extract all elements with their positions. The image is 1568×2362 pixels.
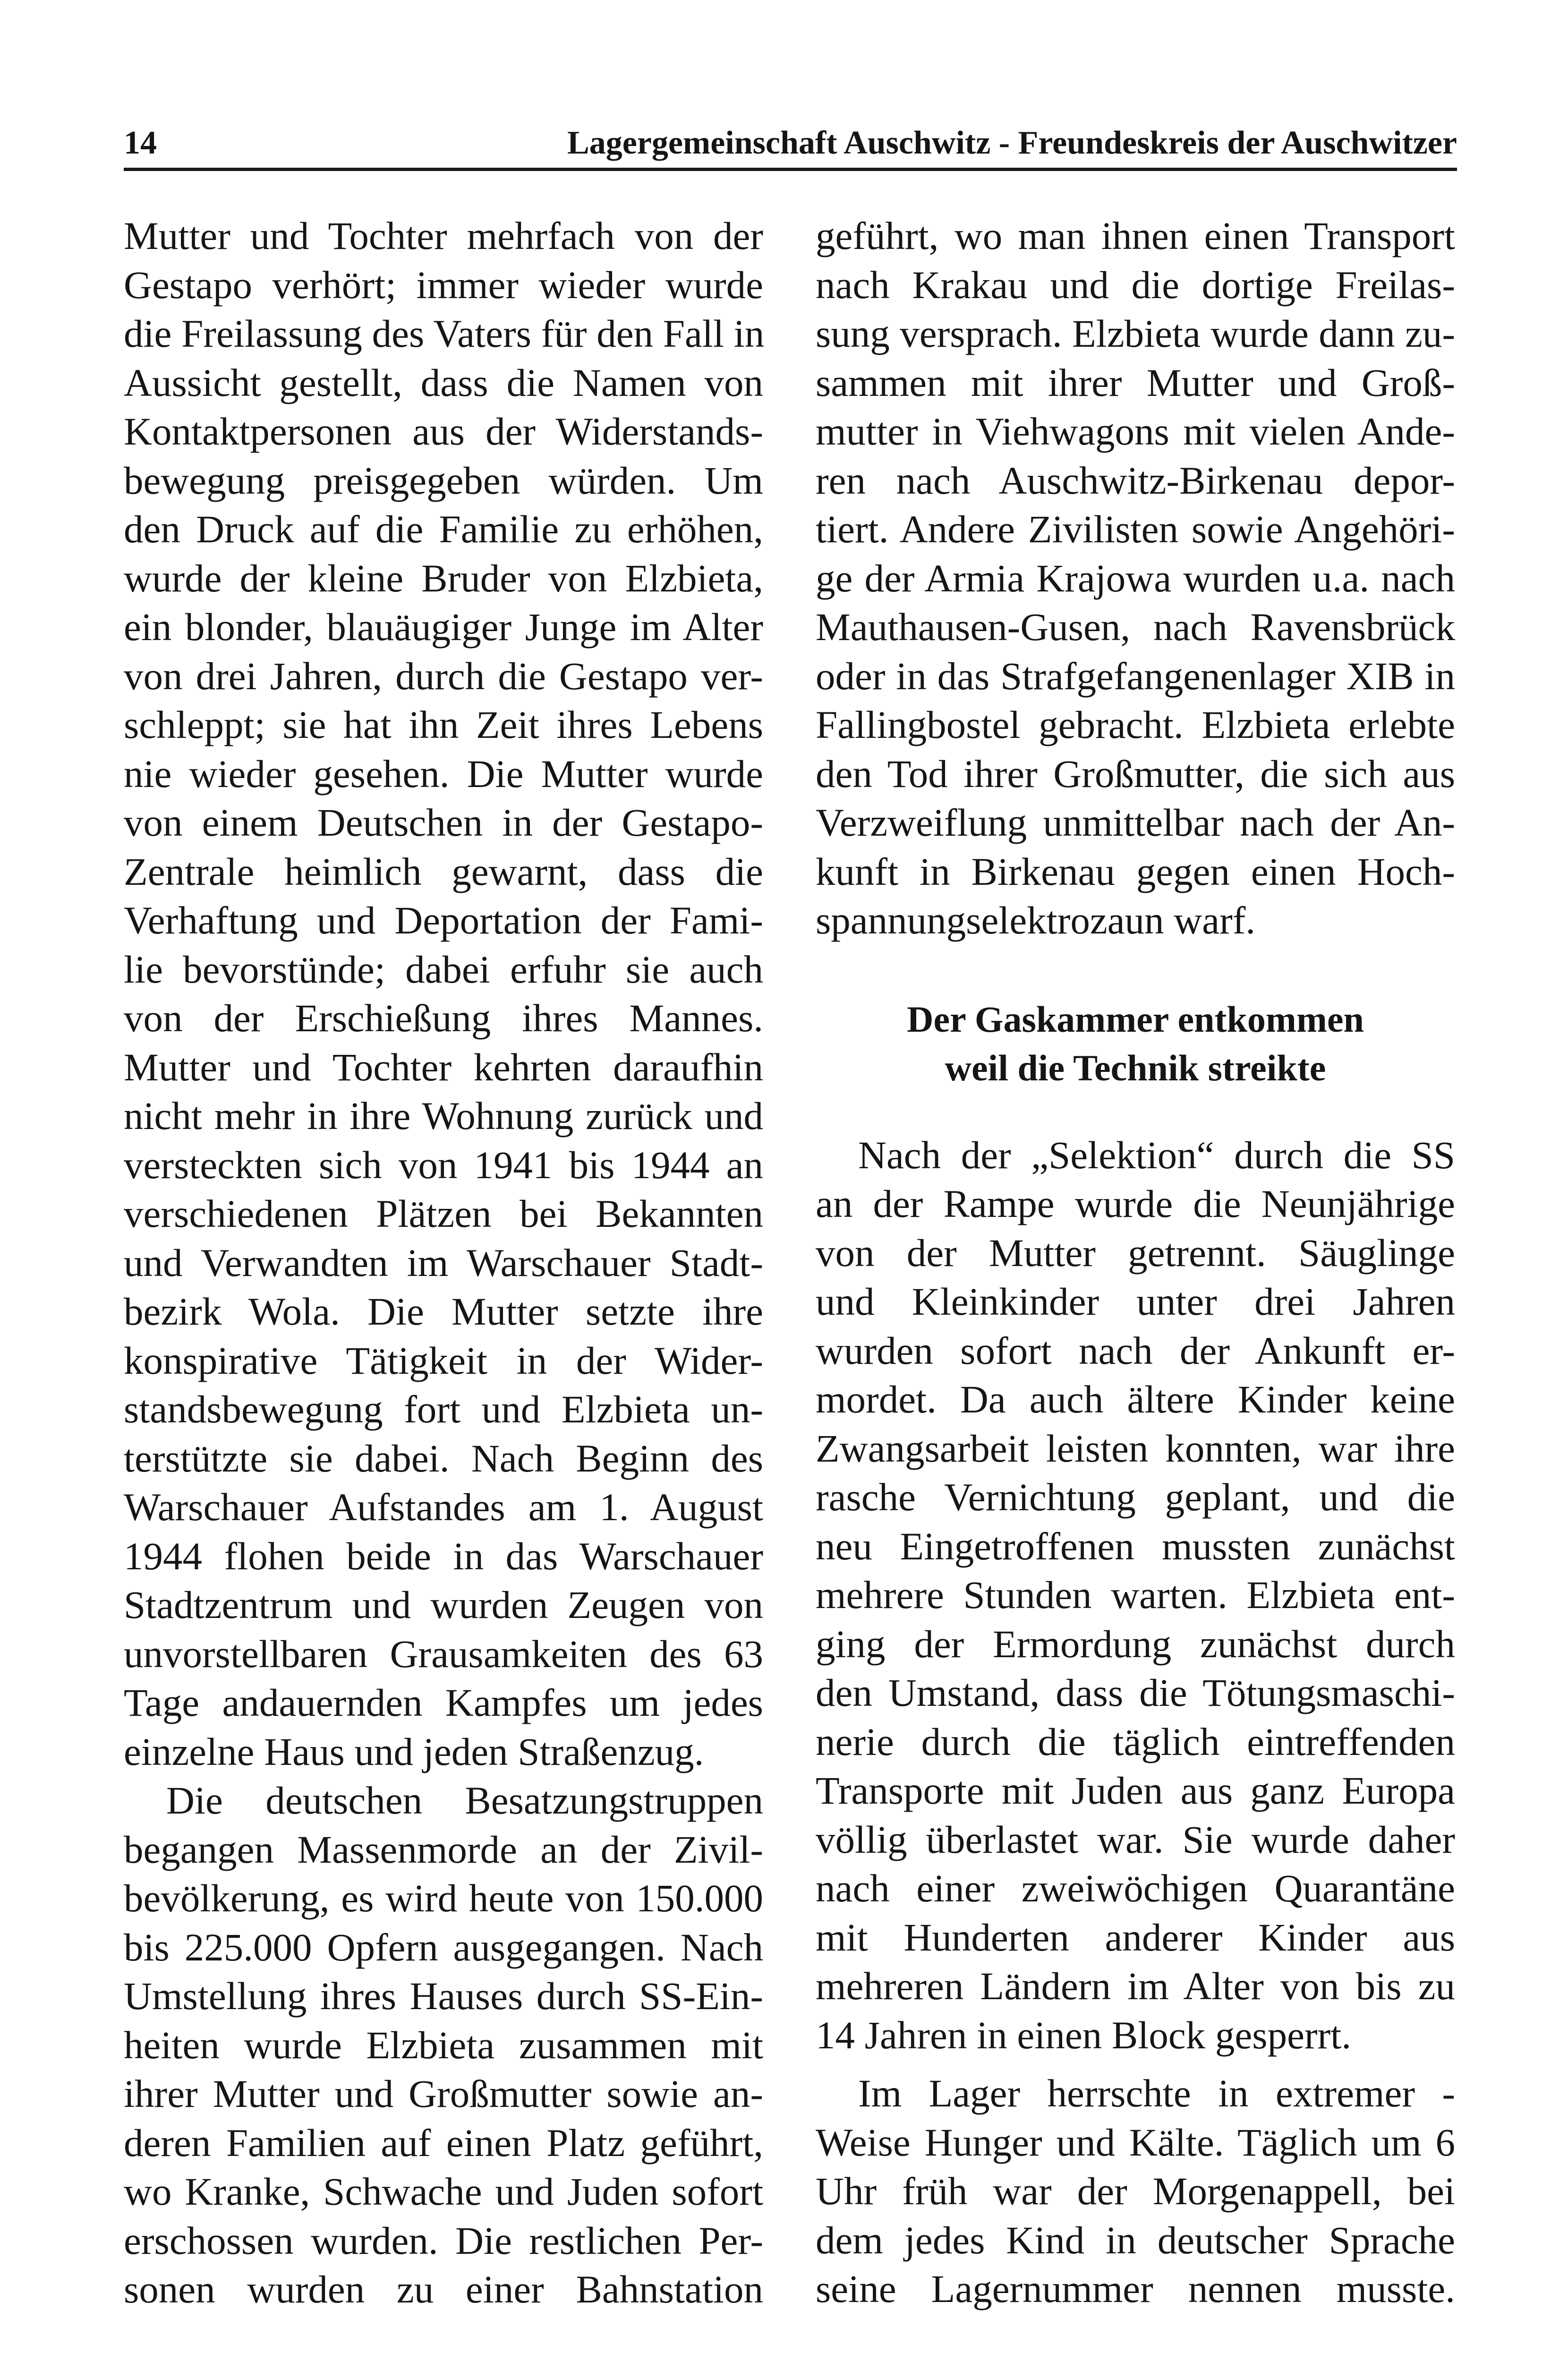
text-line: schleppt; sie hat ihn Zeit ihres Lebens <box>124 703 763 746</box>
text-line: nicht mehr in ihre Wohnung zurück und <box>124 1094 763 1138</box>
text-line: Mutter und Tochter mehrfach von der <box>124 214 763 257</box>
text-line: ein blonder, blauäugiger Junge im Alter <box>124 605 763 649</box>
text-line: heiten wurde Elzbieta zusammen mit <box>124 2023 763 2067</box>
text-line: sammen mit ihrer Mutter und Groß- <box>816 360 1455 404</box>
text-line: ihrer Mutter und Großmutter sowie an- <box>124 2072 763 2115</box>
text-line: seine Lagernummer nennen musste. <box>816 2267 1455 2311</box>
text-line: von drei Jahren, durch die Gestapo ver- <box>124 654 763 698</box>
text-line: Verhaftung und Deportation der Fami- <box>124 899 763 942</box>
text-line: bezirk Wola. Die Mutter setzte ihre <box>124 1290 763 1333</box>
text-line: nerie durch die täglich eintreffenden <box>816 1720 1455 1763</box>
text-line: rasche Vernichtung geplant, und die <box>816 1475 1455 1519</box>
text-line: terstützte sie dabei. Nach Beginn des <box>124 1436 763 1480</box>
text-line: erschossen wurden. Die restlichen Per- <box>124 2218 763 2262</box>
text-line: mit Hunderten anderer Kinder aus <box>816 1915 1455 1959</box>
text-line: konspirative Tätigkeit in der Wider- <box>124 1338 763 1382</box>
text-line: kunft in Birkenau gegen einen Hoch- <box>816 849 1455 893</box>
text-line: den Umstand, dass die Tötungsmaschi- <box>816 1671 1455 1714</box>
text-line: bevölkerung, es wird heute von 150.000 <box>124 1876 763 1920</box>
text-line: Warschauer Aufstandes am 1. August <box>124 1485 763 1529</box>
text-line: neu Eingetroffenen mussten zunächst <box>816 1524 1455 1568</box>
text-line: spannungselektrozaun warf. <box>816 899 1256 942</box>
text-line: die Freilassung des Vaters für den Fall in <box>124 312 765 355</box>
text-line: Zwangsarbeit leisten konnten, war ihre <box>816 1426 1455 1470</box>
text-line: Uhr früh war der Morgenappell, bei <box>816 2169 1455 2213</box>
text-line: Mauthausen-Gusen, nach Ravensbrück <box>816 605 1455 649</box>
text-line: Mutter und Tochter kehrten daraufhin <box>124 1045 763 1089</box>
text-line: den Druck auf die Familie zu erhöhen, <box>124 507 763 551</box>
text-line: Weise Hunger und Kälte. Täglich um 6 <box>816 2120 1455 2164</box>
text-line: wurden sofort nach der Ankunft er- <box>816 1328 1455 1372</box>
text-line: begangen Massenmorde an der Zivil- <box>124 1827 763 1871</box>
text-line: von einem Deutschen in der Gestapo- <box>124 801 763 844</box>
text-line: Im Lager herrschte in extremer - <box>858 2071 1455 2115</box>
text-line: ge der Armia Krajowa wurden u.a. nach <box>816 556 1455 600</box>
text-line: unvorstellbaren Grausamkeiten des 63 <box>124 1632 763 1676</box>
text-line: 14 Jahren in einen Block gesperrt. <box>816 2013 1351 2057</box>
section-heading-line: Der Gaskammer entkommen <box>907 998 1364 1040</box>
text-line: Die deutschen Besatzungstruppen <box>166 1779 763 1822</box>
running-head: Lagergemeinschaft Auschwitz - Freundeskreis der Auschwitzer <box>567 125 1457 161</box>
text-line: tiert. Andere Zivilisten sowie Angehöri- <box>816 507 1455 551</box>
text-line: Gestapo verhört; immer wieder wurde <box>124 263 763 307</box>
text-line: Fallingbostel gebracht. Elzbieta erlebte <box>816 703 1455 746</box>
text-line: von der Mutter getrennt. Säuglinge <box>816 1231 1455 1275</box>
text-line: den Tod ihrer Großmutter, die sich aus <box>816 752 1455 796</box>
text-line: Tage andauernden Kampfes um jedes <box>124 1681 763 1724</box>
text-line: Aussicht gestellt, dass die Namen von <box>124 360 763 404</box>
text-line: Transporte mit Juden aus ganz Europa <box>816 1769 1455 1812</box>
text-line: standsbewegung fort und Elzbieta un- <box>124 1387 763 1431</box>
text-line: Stadtzentrum und wurden Zeugen von <box>124 1583 763 1626</box>
text-line: mehreren Ländern im Alter von bis zu <box>816 1964 1455 2008</box>
text-line: und Verwandten im Warschauer Stadt- <box>124 1241 763 1284</box>
text-line: mutter in Viehwagons mit vielen Ande- <box>816 410 1455 453</box>
text-line: Zentrale heimlich gewarnt, dass die <box>124 849 763 893</box>
section-heading <box>816 995 1455 1092</box>
text-line: völlig überlastet war. Sie wurde daher <box>816 1817 1455 1861</box>
text-line: nach einer zweiwöchigen Quarantäne <box>816 1866 1455 1910</box>
text-line: 1944 flohen beide in das Warschauer <box>124 1534 763 1578</box>
left-column <box>124 212 763 2314</box>
text-line: mordet. Da auch ältere Kinder keine <box>816 1378 1455 1421</box>
text-line: bis 225.000 Opfern ausgegangen. Nach <box>124 1925 763 1969</box>
text-line: verschiedenen Plätzen bei Bekannten <box>124 1192 763 1235</box>
text-line: an der Rampe wurde die Neunjährige <box>816 1182 1455 1225</box>
text-line: sonen wurden zu einer Bahnstation <box>124 2268 763 2311</box>
text-line: mehrere Stunden warten. Elzbieta ent- <box>816 1573 1455 1617</box>
text-line: sung versprach. Elzbieta wurde dann zu- <box>816 312 1455 355</box>
text-line: nach Krakau und die dortige Freilas- <box>816 263 1455 307</box>
text-line: dem jedes Kind in deutscher Sprache <box>816 2218 1455 2262</box>
text-line: ging der Ermordung zunächst durch <box>816 1622 1455 1666</box>
text-line: Kontaktpersonen aus der Widerstands- <box>124 410 763 453</box>
page-header <box>124 116 1457 171</box>
text-line: deren Familien auf einen Platz geführt, <box>124 2121 763 2165</box>
text-line: von der Erschießung ihres Mannes. <box>124 996 763 1040</box>
text-line: oder in das Strafgefangenenlager XIB in <box>816 654 1455 698</box>
text-line: wo Kranke, Schwache und Juden sofort <box>124 2170 763 2213</box>
text-line: Verzweiflung unmittelbar nach der An- <box>816 801 1455 844</box>
text-line: versteckten sich von 1941 bis 1944 an <box>124 1143 763 1187</box>
text-line: bewegung preisgegeben würden. Um <box>124 458 763 502</box>
text-line: nie wieder gesehen. Die Mutter wurde <box>124 752 763 796</box>
text-line: geführt, wo man ihnen einen Transport <box>816 214 1455 257</box>
text-line: einzelne Haus und jeden Straßenzug. <box>124 1729 704 1773</box>
page-number: 14 <box>124 125 157 161</box>
text-line: Nach der „Selektion“ durch die SS <box>858 1133 1455 1177</box>
text-line: ren nach Auschwitz-Birkenau depor- <box>816 458 1455 502</box>
text-line: wurde der kleine Bruder von Elzbieta, <box>124 556 763 600</box>
text-line: lie bevorstünde; dabei erfuhr sie auch <box>124 947 763 991</box>
text-line: und Kleinkinder unter drei Jahren <box>816 1280 1455 1323</box>
right-column <box>816 212 1455 2314</box>
text-line: Umstellung ihres Hauses durch SS-Ein- <box>124 1974 763 2018</box>
section-heading-line: weil die Technik streikte <box>945 1047 1326 1088</box>
